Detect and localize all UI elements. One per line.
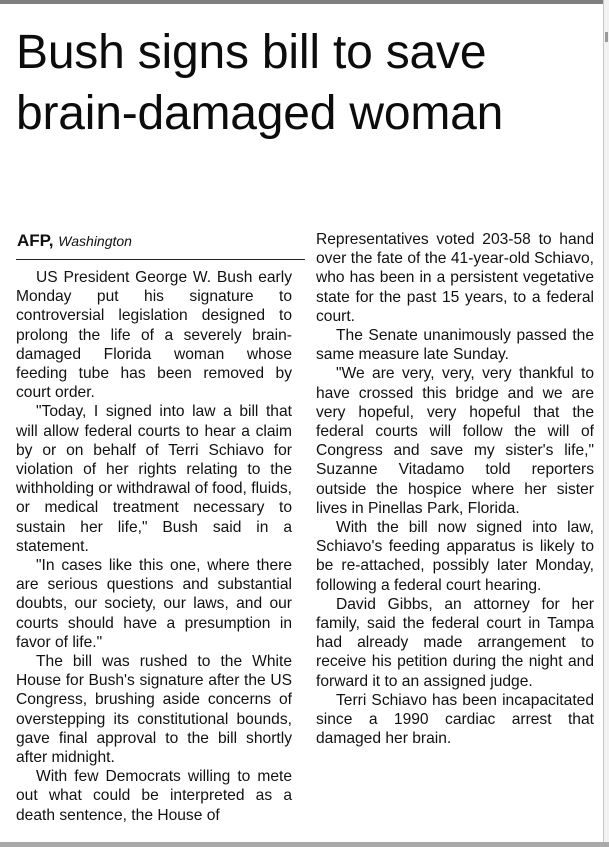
paragraph: With few Democrats willing to mete out what could be interpreted as a death sentence, the House of — [16, 768, 292, 824]
byline-dateline: Washington — [58, 233, 132, 249]
byline — [17, 230, 303, 252]
byline-rule — [16, 259, 305, 260]
paragraph-continued: Representatives voted 203-58 to hand over the fate of the 41-year-old Schiavo, who has been in a persistent vegetative state for the past 15 years, to a federal court. — [316, 231, 594, 325]
paragraph: David Gibbs, an attorney for her family, said the federal court in Tampa had already made arrangement to receive his petition during the night and forward it to an assigned judge. — [316, 595, 594, 690]
paragraph: The bill was rushed to the White House for Bush's signature after the US Congress, brushing aside concerns of overstepping its constitutional bounds, gave final approval to the bill shortly after midnight. — [16, 653, 292, 767]
paragraph: Terri Schiavo has been incapacitated since a 1990 cardiac arrest that damaged her brain. — [316, 691, 594, 748]
clipping-bottom-border — [0, 842, 609, 847]
paragraph: With the bill now signed into law, Schiavo's feeding apparatus is likely to be re-attached, possibly later Monday, following a federal court hearing. — [316, 519, 594, 594]
paragraph: The Senate unanimously passed the same measure late Sunday. — [316, 327, 594, 364]
paragraph: "In cases like this one, where there are serious questions and substantial doubts, our society, our laws, and our courts should have a presumption in favor of life." — [16, 557, 292, 651]
clipping-right-edge — [603, 0, 609, 847]
clipping-top-border — [0, 0, 604, 4]
byline-agency: AFP, — [17, 231, 54, 250]
paragraph: US President George W. Bush early Monday put his signature to controversial legislation designed to prolong the life of a severely brain-damaged Florida woman whose feeding tube has been removed by court order. — [16, 269, 292, 402]
article-column-1 — [16, 268, 292, 825]
article-headline: Bush signs bill to save brain-damaged woman — [16, 26, 504, 140]
paragraph: "We are very, very, very thankful to have crossed this bridge and we are very hopeful, very hopeful that the federal courts will follow the will of Congress and save my sister's life," Suzanne Vitadamo told reporters outside the hospice where her sister lives in Pinellas Park, Florida. — [316, 365, 594, 517]
article-column-2 — [316, 230, 594, 748]
clipping-edge-mark — [605, 32, 608, 42]
paragraph: "Today, I signed into law a bill that will allow federal courts to hear a claim by or on behalf of Terri Schiavo for violation of her rights relating to the withholding or withdrawal of food, fluids, or medical treatment necessary to sustain her life," Bush said in a statement. — [16, 403, 292, 555]
